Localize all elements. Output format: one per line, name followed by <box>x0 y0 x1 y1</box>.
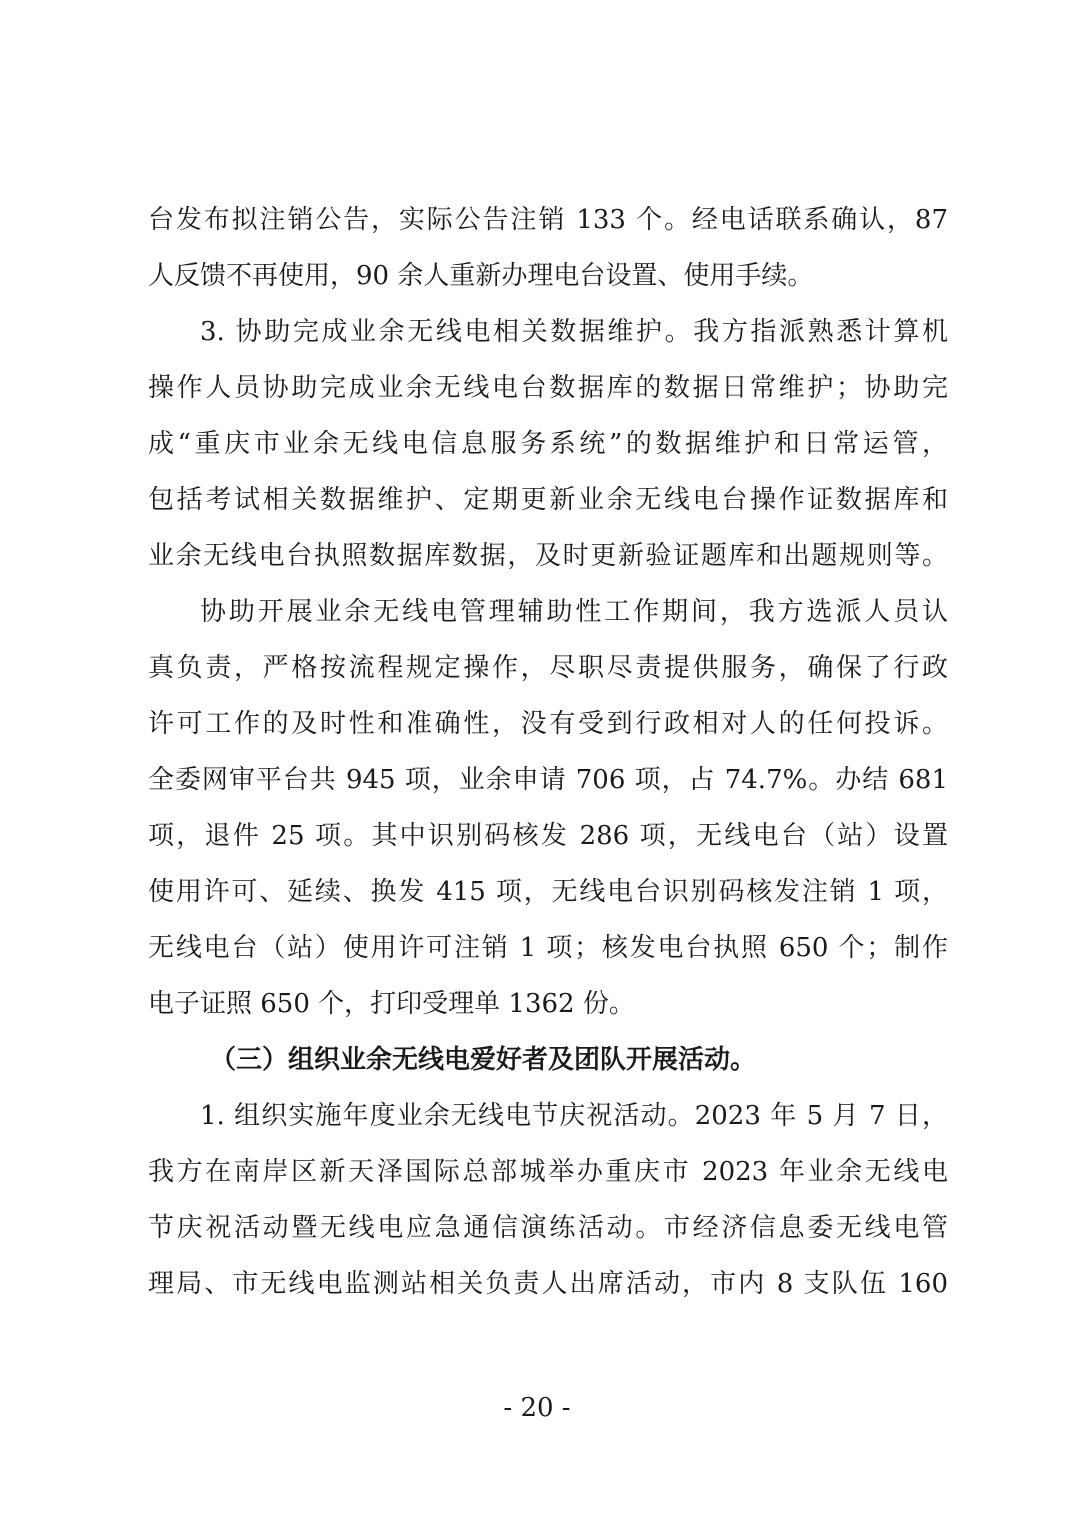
text-line: 使用许可、延续、换发 415 项，无线电台识别码核发注销 1 项， <box>148 877 948 907</box>
text-line: 全委网审平台共 945 项，业余申请 706 项，占 74.7%。办结 681 <box>148 765 948 795</box>
text-line: 协助开展业余无线电管理辅助性工作期间，我方选派人员认 <box>200 597 948 627</box>
text-line: 我方在南岸区新天泽国际总部城举办重庆市 2023 年业余无线电 <box>148 1157 948 1187</box>
text-line: 理局、市无线电监测站相关负责人出席活动，市内 8 支队伍 160 <box>148 1269 948 1299</box>
text-line: 业余无线电台执照数据库数据，及时更新验证题库和出题规则等。 <box>148 541 948 571</box>
text-line: 3. 协助完成业余无线电相关数据维护。我方指派熟悉计算机 <box>200 317 948 347</box>
text-line: 操作人员协助完成业余无线电台数据库的数据日常维护；协助完 <box>148 373 948 403</box>
text-line: 成“重庆市业余无线电信息服务系统”的数据维护和日常运管， <box>148 429 948 459</box>
text-line: 电子证照 650 个，打印受理单 1362 份。 <box>148 989 635 1019</box>
text-line: 真负责，严格按流程规定操作，尽职尽责提供服务，确保了行政 <box>148 653 948 683</box>
text-line: 1. 组织实施年度业余无线电节庆祝活动。2023 年 5 月 7 日， <box>200 1101 948 1131</box>
section-heading: （三）组织业余无线电爱好者及团队开展活动。 <box>210 1045 757 1075</box>
text-line: 无线电台（站）使用许可注销 1 项；核发电台执照 650 个；制作 <box>148 933 948 963</box>
text-line: 许可工作的及时性和准确性，没有受到行政相对人的任何投诉。 <box>148 709 948 739</box>
text-line: 台发布拟注销公告，实际公告注销 133 个。经电话联系确认，87 <box>148 205 948 235</box>
page-number: - 20 - <box>503 1393 571 1423</box>
text-line: 人反馈不再使用，90 余人重新办理电台设置、使用手续。 <box>148 261 814 291</box>
text-line: 项，退件 25 项。其中识别码核发 286 项，无线电台（站）设置 <box>148 821 948 851</box>
text-line: 包括考试相关数据维护、定期更新业余无线电台操作证数据库和 <box>148 485 948 515</box>
text-line: 节庆祝活动暨无线电应急通信演练活动。市经济信息委无线电管 <box>148 1213 948 1243</box>
